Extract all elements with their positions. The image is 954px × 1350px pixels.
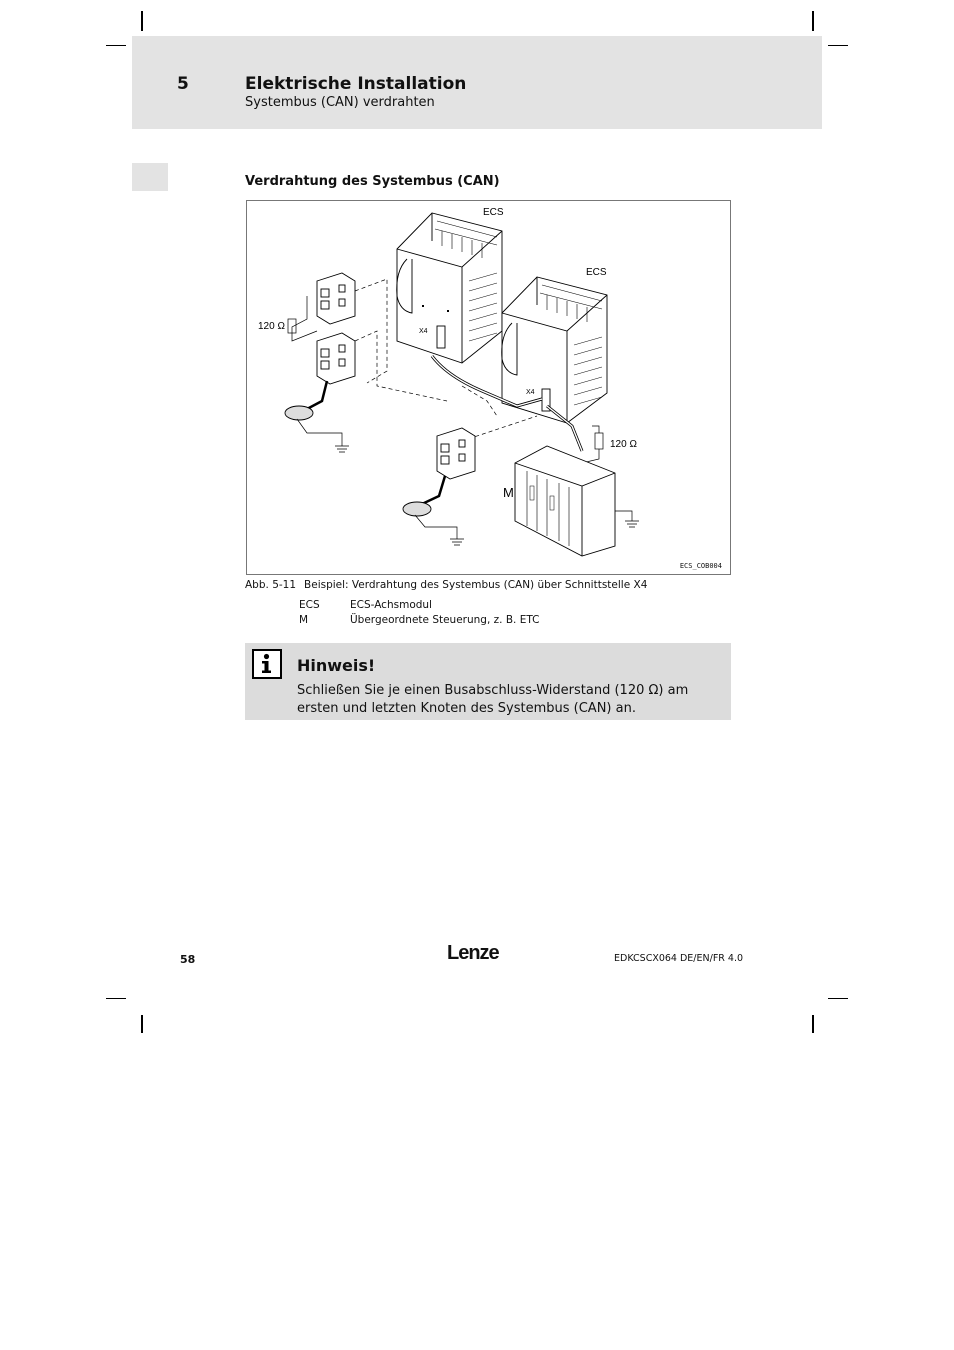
note-text: Schließen Sie je einen Busabschluss-Widerstand (120 Ω) am ersten und letzten Knoten des Systembus (CAN) an. — [297, 683, 689, 716]
crop-mark — [828, 998, 848, 999]
chapter-header — [132, 36, 822, 129]
legend-row — [299, 614, 539, 629]
document-id: EDKCSCX064 DE/EN/FR 4.0 — [614, 953, 744, 964]
wiring-diagram — [247, 201, 732, 576]
legend-row — [299, 599, 539, 614]
connector-plug-3 — [437, 428, 475, 479]
page-number: 58 — [180, 953, 196, 966]
figure-id: ECS_COB004 — [679, 562, 722, 570]
wiring-figure — [246, 200, 731, 575]
crop-mark — [812, 1015, 814, 1033]
connector-plug-2 — [317, 333, 355, 384]
chapter-subtitle: Systembus (CAN) verdrahten — [245, 95, 435, 110]
info-icon — [252, 649, 282, 679]
legend-value: ECS-Achsmodul — [350, 599, 432, 611]
caption-text: Beispiel: Verdrahtung des Systembus (CAN) über Schnittstelle X4 — [304, 579, 648, 591]
legend-key: ECS — [299, 599, 320, 611]
legend-key: M — [299, 614, 309, 626]
chapter-title: Elektrische Installation — [245, 74, 467, 94]
label-x4-right: X4 — [526, 389, 535, 396]
section-title: Verdrahtung des Systembus (CAN) — [245, 174, 500, 189]
crop-mark — [106, 998, 126, 999]
note-box — [245, 643, 731, 720]
label-ecs-bottom: ECS — [586, 267, 607, 278]
caption-label: Abb. 5-11 — [245, 579, 297, 591]
crop-mark — [106, 45, 126, 46]
crop-mark — [812, 11, 814, 31]
controller-m — [515, 446, 615, 556]
label-resistor-left: 120 Ω — [258, 321, 285, 332]
note-title: Hinweis! — [297, 656, 376, 675]
connector-plug-1 — [317, 273, 355, 324]
crop-mark — [141, 1015, 143, 1033]
lenze-logo: Lenze — [447, 942, 499, 964]
figure-caption — [245, 579, 647, 591]
ecs-module-1 — [397, 213, 502, 363]
label-ecs-top: ECS — [483, 207, 504, 218]
label-controller: M — [503, 485, 514, 500]
label-x4-left: X4 — [419, 328, 428, 335]
ecs-module-2 — [502, 277, 607, 423]
legend-value: Übergeordnete Steuerung, z. B. ETC — [350, 614, 540, 626]
crop-mark — [141, 11, 143, 31]
side-tab — [132, 163, 168, 191]
chapter-number: 5 — [177, 74, 189, 94]
figure-legend — [299, 599, 539, 629]
label-resistor-right: 120 Ω — [610, 439, 637, 450]
crop-mark — [828, 45, 848, 46]
